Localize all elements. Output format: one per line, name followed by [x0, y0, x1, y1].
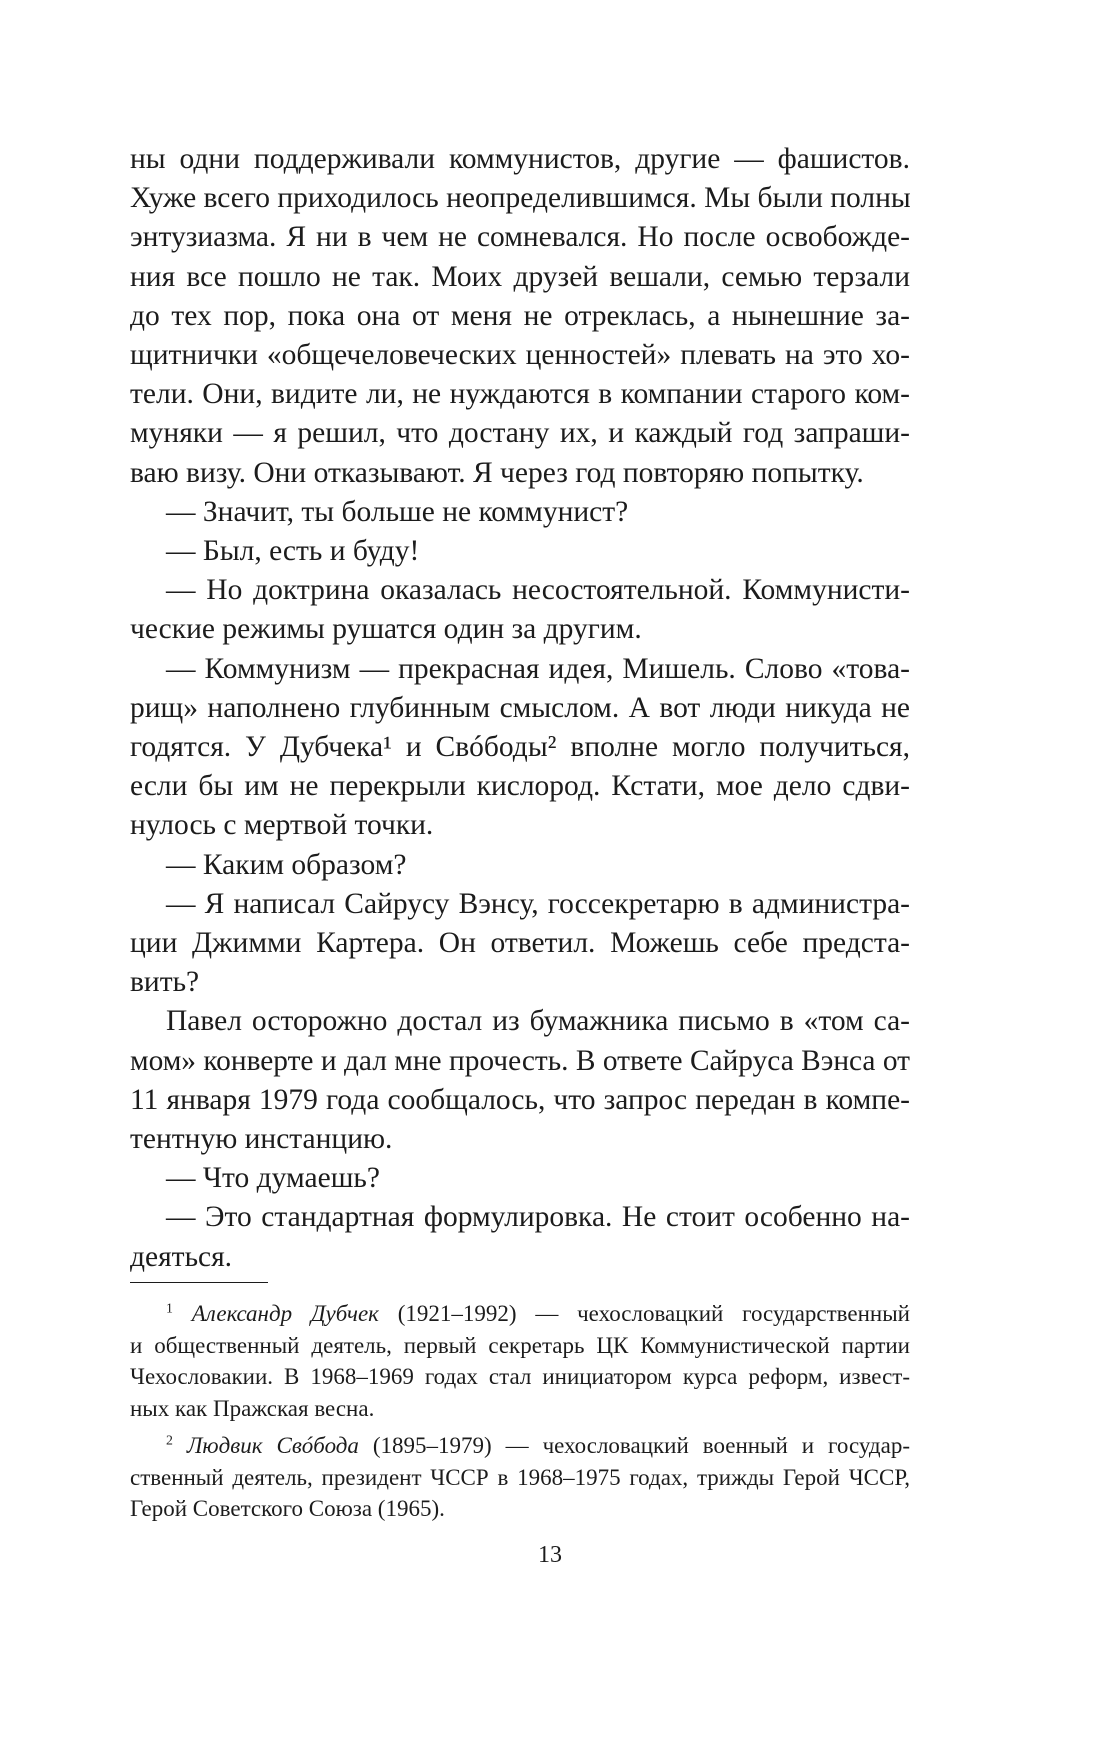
footnote-person-name: Людвик Свóбода [186, 1433, 359, 1458]
text-line: — Каким образом? [166, 848, 407, 881]
footnote-line [130, 1430, 910, 1462]
footnote-marker: 2 [166, 1432, 173, 1448]
text-line: — Что думаешь? [166, 1162, 380, 1195]
text-line: нулось с мертвой точки. [130, 809, 434, 842]
text-line: тентную инстанцию. [130, 1123, 393, 1156]
text-line: до тех пор, пока она от меня не отреклась, а нынешние за- [130, 299, 910, 332]
footnote-line: ных как Пражская весна. [130, 1395, 375, 1421]
text-line: если бы им не перекрыли кислород. Кстати, мое дело сдви- [130, 770, 910, 803]
text-line: энтузиазма. Я ни в чем не сомневался. Но после освобожде- [130, 221, 910, 254]
footnote-line [130, 1298, 910, 1330]
text-line: — Это стандартная формулировка. Не стоит особенно на- [166, 1201, 910, 1234]
text-line: — Коммунизм — прекрасная идея, Мишель. Слово «това- [166, 652, 910, 685]
text-line: деяться. [130, 1240, 233, 1273]
body-text [130, 140, 910, 1277]
text-line: тели. Они, видите ли, не нуждаются в компании старого ком- [130, 378, 910, 411]
footnote-1 [130, 1298, 910, 1424]
text-line: вить? [130, 966, 200, 999]
footnote-separator [130, 1282, 268, 1283]
text-line: — Значит, ты больше не коммунист? [166, 495, 629, 528]
footnote-line: Чехословакии. В 1968–1969 годах стал инициатором курса реформ, извест- [130, 1364, 910, 1389]
footnote-line: Герой Советского Союза (1965). [130, 1496, 445, 1521]
text-line: ны одни поддерживали коммунистов, другие — фашистов. [130, 143, 910, 175]
footnote-person-name: Александр Дубчек [191, 1301, 379, 1326]
text-line: 11 января 1979 года сообщалось, что запрос передан в компе- [130, 1083, 910, 1116]
footnotes [130, 1298, 910, 1525]
footnote-line: и общественный деятель, первый секретарь ЦК Коммунистической партии [130, 1332, 910, 1358]
text-line: ваю визу. Они отказывают. Я через год повторяю попытку. [130, 456, 864, 489]
footnote-text: (1895–1979) — чехословацкий военный и государ- [358, 1433, 910, 1458]
text-line: — Но доктрина оказалась несостоятельной. Коммунисти- [166, 574, 910, 607]
text-line: ческие режимы рушатся один за другим. [130, 613, 642, 646]
text-line: Хуже всего приходилось неопределившимся. Мы были полны [130, 182, 911, 215]
text-line: — Я написал Сайрусу Вэнсу, госсекретарю в администра- [166, 887, 910, 920]
text-line: ции Джимми Картера. Он ответил. Можешь себе предста- [130, 927, 910, 960]
text-line: мом» конверте и дал мне прочесть. В ответе Сайруса Вэнса от [130, 1044, 910, 1077]
text-line: годятся. У Дубчека¹ и Свóбоды² вполне могло получиться, [130, 731, 910, 764]
footnote-text: (1921–1992) — чехословацкий государственный [378, 1301, 910, 1326]
text-line: ния все пошло не так. Моих друзей вешали, семью терзали [130, 260, 910, 293]
footnote-marker: 1 [166, 1300, 173, 1316]
text-line: — Был, есть и буду! [166, 535, 420, 568]
footnote-2 [130, 1430, 910, 1525]
footnote-line: ственный деятель, президент ЧССР в 1968–1975 годах, трижды Герой ЧССР, [130, 1464, 910, 1490]
text-line: муняки — я решил, что достану их, и каждый год запраши- [130, 417, 910, 450]
page-number: 13 [538, 1542, 562, 1568]
text-line: Павел осторожно достал из бумажника письмо в «том са- [166, 1005, 910, 1038]
text-line: рищ» наполнено глубинным смыслом. А вот люди никуда не [130, 691, 910, 724]
text-line: щитнички «общечеловеческих ценностей» плевать на это хо- [130, 339, 910, 372]
